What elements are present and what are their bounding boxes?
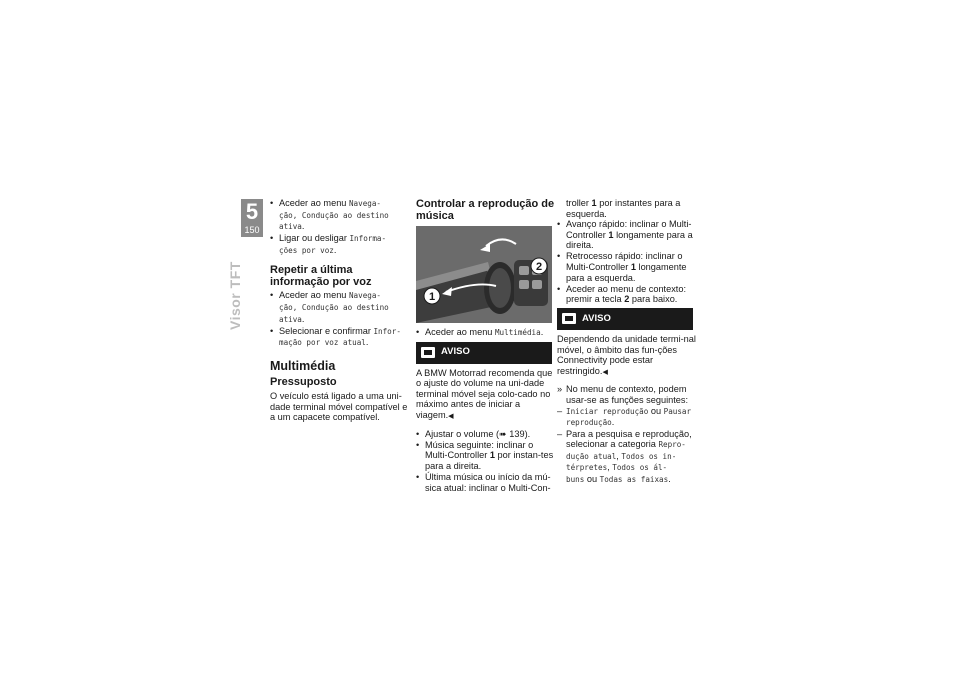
list-item: – Para a pesquisa e reprodução, selecionar a categoria Repro- dução atual, Todos os in- térpretes, Todos os ál- buns ou Todas as faixas. (557, 429, 697, 486)
prerequisite-text: O veículo está ligado a uma uni-dade terminal móvel compatível e a um capacete compatível. (270, 390, 408, 423)
callout-2: 2 (535, 261, 543, 273)
section-heading: Repetir a última informação por voz (270, 264, 372, 289)
list-item-continued: troller 1 por instantes para a esquerda. (566, 198, 681, 219)
column-2 (416, 198, 556, 494)
column-1 (270, 198, 410, 429)
warning-box (557, 308, 693, 330)
list-item: • Música seguinte: inclinar o Multi-Controller 1 por instan-tes para a direita. (416, 440, 556, 472)
section-heading: Controlar a reprodução de música (416, 198, 555, 222)
warning-text: A BMW Motorrad recomenda que o ajuste do volume na uni-dade terminal móvel seja colo-cado no máximo antes de iniciar a viagem. ◀ (416, 368, 556, 423)
result-item: » No menu de contexto, podem usar-se as funções seguintes: (557, 384, 697, 405)
list-item: • Aceder ao menu Navega- ção, Condução ao destino ativa. (270, 198, 410, 233)
column-3 (557, 198, 697, 486)
list-item: – Iniciar reprodução ou Pausar reprodução. (557, 406, 697, 429)
callout-1: 1 (428, 291, 436, 303)
multi-controller-figure (416, 226, 552, 323)
list-item: • Aceder ao menu Navega- ção, Condução ao destino ativa. (270, 290, 410, 325)
list-item: • Aceder ao menu Multimédia. (416, 327, 556, 339)
subheading-prerequisite: Pressuposto (270, 375, 337, 388)
warning-box (416, 342, 552, 364)
chapter-number: 5 (245, 199, 259, 224)
warning-label: AVISO (582, 312, 611, 324)
list-item: • Retrocesso rápido: inclinar o Multi-Controller 1 longamente para a esquerda. (557, 251, 697, 283)
warning-label: AVISO (441, 346, 470, 358)
list-item: • Selecionar e confirmar Infor- mação por voz atual. (270, 326, 410, 349)
warning-text: Dependendo da unidade termi-nal móvel, o âmbito das fun-ções Connectivity pode estar restringido. ◀ (557, 334, 697, 378)
list-item: • Ajustar o volume (➠ 139). (416, 429, 556, 440)
list-item: • Aceder ao menu de contexto: premir a tecla 2 para baixo. (557, 284, 697, 305)
section-heading-multimedia: Multimédia (270, 358, 336, 373)
list-item: • Última música ou início da mú-sica atual: inclinar o Multi-Con- (416, 472, 556, 493)
list-item: • Ligar ou desligar Informa- ções por voz. (270, 233, 410, 256)
handlebar-illustration (416, 226, 552, 323)
side-chapter-title: Visor TFT (227, 261, 243, 330)
note-icon (562, 313, 576, 324)
page-number: 150 (244, 225, 260, 235)
note-icon (421, 347, 435, 358)
list-item: • Avanço rápido: inclinar o Multi-Controller 1 longamente para a direita. (557, 219, 697, 251)
